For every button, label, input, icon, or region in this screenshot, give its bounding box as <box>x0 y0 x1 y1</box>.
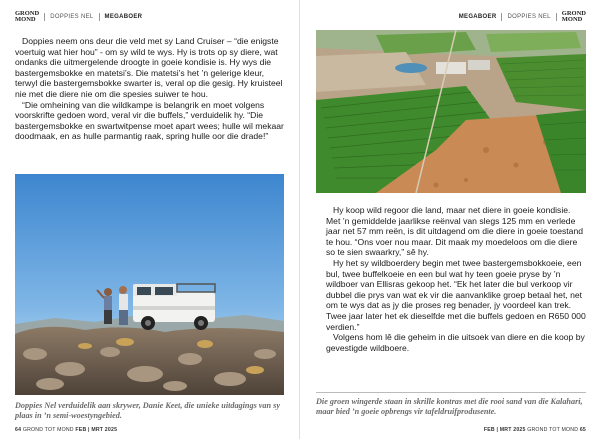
header-separator <box>501 13 502 21</box>
paragraph: “Die omheining van die wildkampe is belangrik en moet volgens voorskrifte gedoen word, veral vir die buffels,” verduidelik hy. “Die bastergemsbokke en swartwitpense moet apart wees; hulle wil mekaar doodmaak, en as hulle parmantig raak, spring hulle oor die drade!” <box>15 99 284 142</box>
right-folio: FEB | MRT 2025 GROND TOT MOND 65 <box>483 427 586 433</box>
magazine-logo: GROND MOND <box>15 10 40 23</box>
header-series: DOPPIES NEL <box>507 14 551 20</box>
right-photo-caption: Die groen wingerde staan in skrille kontras met die rooi sand van die Kalahari, maar bied ’n goeie opbrengs vir tafeldruifprodusente. <box>316 397 583 416</box>
left-folio: 64 GROND TOT MOND FEB | MRT 2025 <box>15 427 118 433</box>
header-section: MEGABOER <box>458 14 497 20</box>
header-separator <box>99 13 100 21</box>
paragraph: Hy het sy wildboerdery begin met twee bastergemsbokkoeie, een bul, twee buffelkoeie en een bul wat hy teen goeie pryse by ’n wildboer van Ellisras gekoop het. “Ek het later die bul verkoop vir dubbel die prys van wat ek vir die aanvanklike groep betaal het, net om te wys dat as jy die proses reg benader, jy voordeel kan trek. Twee jaar later het ek dieselfde met die buffels gedoen en R650 000 verdien.” <box>326 257 586 332</box>
left-article-body <box>15 36 287 142</box>
header-series: DOPPIES NEL <box>50 14 94 20</box>
magazine-logo: GROND MOND <box>561 10 586 23</box>
left-running-head <box>15 11 142 23</box>
right-article-body <box>326 205 586 353</box>
caption-rule <box>316 392 586 393</box>
header-separator <box>44 13 45 21</box>
left-photo-caption: Doppies Nel verduidelik aan skrywer, Danie Keet, die unieke uitdagings van sy plaas in ’n semi-woestyngebied. <box>15 401 280 420</box>
paragraph: Doppies neem ons deur die veld met sy Land Cruiser – “die enigste voertuig wat hier hou” - om sy wild te wys. Hy is trots op sy diere, wat ondanks die uitmergelende droogte in goeie kondisie is. Hy wys die bastergemsbokke en matetsi’s. Die matetsi’s het ’n gelerige kleur, terwyl die bastergemsbokke swarter is, veral op die gesig. Hy kruisteel nie met die diere nie om die spesies suiwer te hou. <box>15 36 283 99</box>
right-running-head <box>459 11 586 23</box>
farm-landcruiser-photo <box>15 174 284 395</box>
header-section: MEGABOER <box>104 14 143 20</box>
header-separator <box>556 13 557 21</box>
aerial-vineyard-photo <box>316 30 586 193</box>
paragraph: Hy koop wild regoor die land, maar net diere in goeie kondisie. Met ’n gemiddelde jaarlikse reënval van slegs 125 mm en verlede jaar net 57 mm reën, is dit uitdagend om die diere in goeie toestand te hou. “Ons voer nou maar. Dit maak my moedeloos om die diere so te sien swaarkry,” sê hy. <box>326 205 584 258</box>
paragraph: Volgens hom lê die geheim in die uitsoek van diere en die koop by gevestigde wildboere. <box>326 332 585 353</box>
